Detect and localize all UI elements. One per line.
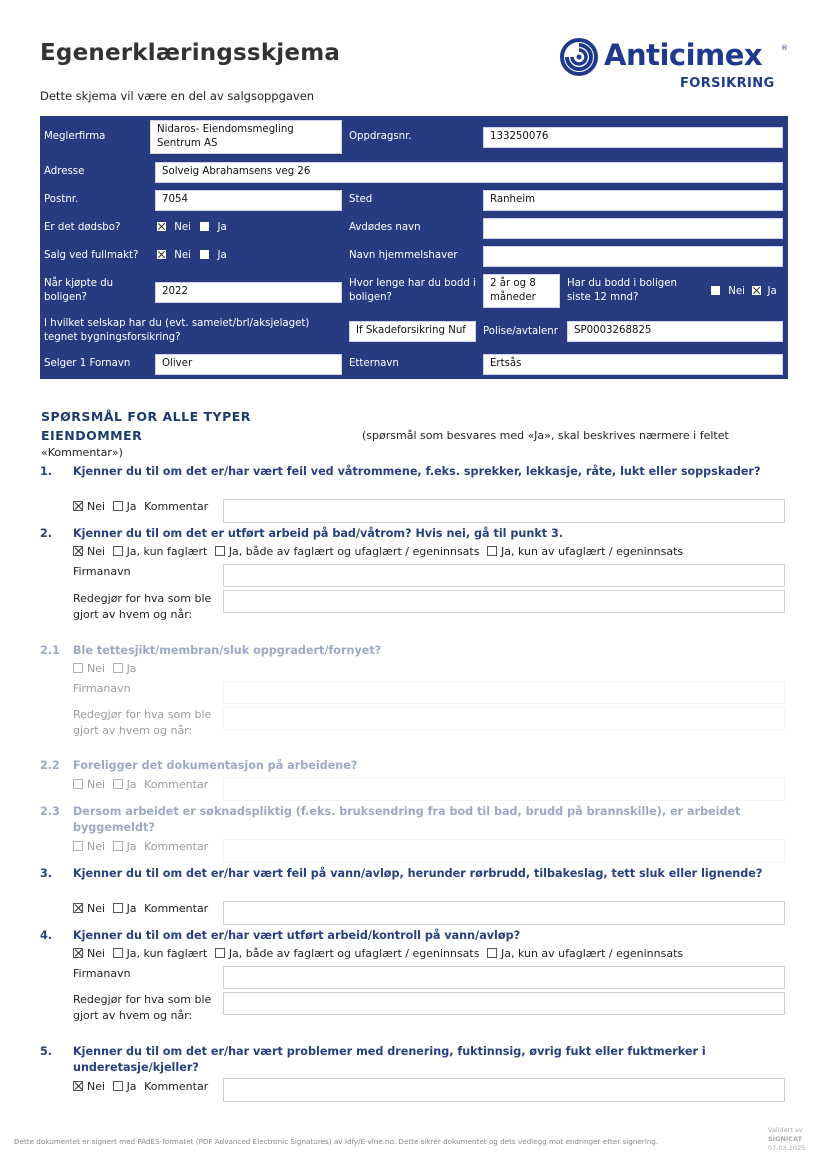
bodd-field[interactable]: 2 år og 8 måneder	[483, 274, 560, 308]
fullmakt-nei-checkbox[interactable]	[157, 250, 166, 259]
question-number: 2.3	[40, 805, 60, 818]
logo-registered: ®	[781, 44, 788, 52]
q2-1-ja-label: Ja	[126, 662, 137, 675]
q1-options	[73, 500, 208, 514]
q3-ja-checkbox[interactable]	[113, 903, 123, 913]
q2-2-nei-checkbox[interactable]	[73, 779, 83, 789]
q3-ja-label: Ja	[126, 902, 137, 915]
q1-nei-checkbox[interactable]	[73, 501, 83, 511]
etternavn-label: Etternavn	[349, 358, 399, 369]
q2-1-ja-checkbox[interactable]	[113, 663, 123, 673]
q2-nei-label: Nei	[87, 545, 106, 558]
adresse-label: Adresse	[44, 166, 85, 177]
meglerfirma-field[interactable]: Nidaros- Eiendomsmegling Sentrum AS	[150, 120, 342, 154]
oppdragsnr-field[interactable]: 133250076	[483, 127, 783, 148]
q2-3-nei-label: Nei	[87, 840, 106, 853]
q4-redegjor-label: Redegjør for hva som ble gjort av hvem og når:	[73, 993, 212, 1022]
polise-field[interactable]: SP0003268825	[567, 321, 783, 342]
q4-ja-begge-label: Ja, både av faglært og ufaglært / egeninnsats	[228, 947, 480, 960]
q5-nei-checkbox[interactable]	[73, 1081, 83, 1091]
question-text: Dersom arbeidet er søknadspliktig (f.eks. bruksendring fra bod til bad, brudd på brannskille), er arbeidet byggemeldt?	[73, 805, 741, 834]
bodd12-nei-label: Nei	[728, 286, 745, 297]
fullmakt-ja-label: Ja	[217, 250, 227, 261]
dodsbo-nei-label: Nei	[174, 222, 191, 233]
selskap-field[interactable]: If Skadeforsikring Nuf	[349, 321, 476, 342]
q4-firmanavn-label: Firmanavn	[73, 967, 131, 980]
question-text: Kjenner du til om det er/har vært feil ved våtrommene, f.eks. sprekker, lekkasje, råte, lukt eller soppskader?	[73, 465, 761, 478]
question-2	[40, 526, 790, 544]
q4-nei-checkbox[interactable]	[73, 948, 83, 958]
q2-3-kommentar-label: Kommentar	[144, 840, 209, 853]
q2-3-options	[73, 840, 208, 854]
question-number: 2.	[40, 527, 53, 540]
validation-line2: SIGNICAT	[768, 1135, 803, 1143]
q4-ja-faglaert-label: Ja, kun faglært	[126, 947, 208, 960]
q2-3-nei-checkbox[interactable]	[73, 841, 83, 851]
question-3	[40, 866, 790, 900]
logo-wordmark: Anticimex	[604, 38, 763, 72]
q2-ja-ufaglaert-checkbox[interactable]	[487, 546, 497, 556]
q2-redegjor-label: Redegjør for hva som ble gjort av hvem og når:	[73, 592, 212, 621]
question-text: Kjenner du til om det er/har vært feil på vann/avløp, herunder rørbrudd, tilbakeslag, tett sluk eller lignende?	[73, 867, 763, 880]
etternavn-field[interactable]: Ertsås	[483, 354, 783, 375]
question-1	[40, 464, 790, 498]
q2-ja-ufaglaert-label: Ja, kun av ufaglært / egeninnsats	[500, 545, 684, 558]
q2-ja-faglaert-checkbox[interactable]	[113, 546, 123, 556]
selger-fornavn-field[interactable]: Oliver	[155, 354, 342, 375]
bodd12-ja-checkbox[interactable]	[752, 286, 761, 295]
q2-2-kommentar-label: Kommentar	[144, 778, 209, 791]
q2-2-kommentar-field[interactable]	[223, 777, 785, 801]
question-2-3	[40, 804, 790, 838]
selger-fornavn-label: Selger 1 Fornavn	[44, 358, 131, 369]
fullmakt-options	[157, 249, 227, 263]
q4-ja-begge-checkbox[interactable]	[215, 948, 225, 958]
q2-1-firmanavn-label: Firmanavn	[73, 682, 131, 695]
q1-ja-checkbox[interactable]	[113, 501, 123, 511]
bodd12-ja-label: Ja	[767, 286, 777, 297]
question-4	[40, 928, 790, 946]
q4-options	[73, 947, 683, 961]
meglerfirma-label: Meglerfirma	[44, 131, 106, 142]
q3-options	[73, 902, 208, 916]
q2-firmanavn-label: Firmanavn	[73, 565, 131, 578]
q2-1-firmanavn-field[interactable]	[223, 681, 785, 704]
question-number: 4.	[40, 929, 53, 942]
q5-nei-label: Nei	[87, 1080, 106, 1093]
validation-stamp	[768, 1126, 805, 1153]
fullmakt-nei-label: Nei	[174, 250, 191, 261]
q3-nei-checkbox[interactable]	[73, 903, 83, 913]
q4-nei-label: Nei	[87, 947, 106, 960]
fullmakt-ja-checkbox[interactable]	[200, 250, 209, 259]
q2-redegjor-field[interactable]	[223, 590, 785, 613]
q2-1-redegjor-label: Redegjør for hva som ble gjort av hvem og når:	[73, 708, 212, 737]
q1-ja-label: Ja	[126, 500, 137, 513]
anticimex-logo	[556, 38, 796, 98]
footer-signature-note: Dette dokumentet er signert med PAdES-formatet (PDF Advanced Electronic Signatures) av Idfy/E-vlne.no. Dette sikrer dokumentet og dets vedlegg mot endringer etter signering.	[14, 1137, 659, 1146]
postnr-field[interactable]: 7054	[155, 190, 342, 211]
question-number: 2.2	[40, 759, 60, 772]
hjemmel-label: Navn hjemmelshaver	[349, 250, 458, 261]
q2-3-ja-label: Ja	[126, 840, 137, 853]
fullmakt-label: Salg ved fullmakt?	[44, 250, 139, 261]
q2-nei-checkbox[interactable]	[73, 546, 83, 556]
section-note-cont: «Kommentar»)	[41, 446, 123, 459]
section-heading-line2: EIENDOMMER	[41, 428, 143, 443]
kjopte-label: Når kjøpte du boligen?	[44, 278, 114, 303]
q4-ja-faglaert-checkbox[interactable]	[113, 948, 123, 958]
q2-ja-begge-label: Ja, både av faglært og ufaglært / egeninnsats	[228, 545, 480, 558]
q5-ja-checkbox[interactable]	[113, 1081, 123, 1091]
q2-2-ja-checkbox[interactable]	[113, 779, 123, 789]
anticimex-swirl-icon	[558, 38, 600, 76]
question-text: Foreligger det dokumentasjon på arbeidene?	[73, 759, 358, 772]
dodsbo-label: Er det dødsbo?	[44, 222, 121, 233]
q2-1-nei-checkbox[interactable]	[73, 663, 83, 673]
dodsbo-nei-checkbox[interactable]	[157, 222, 166, 231]
kjopte-field[interactable]: 2022	[155, 282, 342, 303]
q5-options	[73, 1080, 208, 1094]
dodsbo-ja-checkbox[interactable]	[200, 222, 209, 231]
page-subtitle: Dette skjema vil være en del av salgsoppgaven	[40, 89, 315, 103]
bodd12-nei-checkbox[interactable]	[711, 286, 720, 295]
question-text: Kjenner du til om det er/har vært utført arbeid/kontroll på vann/avløp?	[73, 929, 521, 942]
oppdragsnr-label: Oppdragsnr.	[349, 131, 412, 142]
polise-label: Polise/avtalenr	[483, 326, 558, 337]
q2-1-options	[73, 662, 137, 676]
q2-3-ja-checkbox[interactable]	[113, 841, 123, 851]
sted-field[interactable]: Ranheim	[483, 190, 783, 211]
q2-1-redegjor-field[interactable]	[223, 707, 785, 730]
q5-kommentar-label: Kommentar	[144, 1080, 209, 1093]
q4-firmanavn-field[interactable]	[223, 966, 785, 989]
q4-ja-ufaglaert-label: Ja, kun av ufaglært / egeninnsats	[500, 947, 684, 960]
question-5	[40, 1044, 790, 1078]
bodd12-label: Har du bodd i boligen siste 12 mnd?	[567, 278, 677, 303]
q2-ja-begge-checkbox[interactable]	[215, 546, 225, 556]
hjemmel-field[interactable]	[483, 246, 783, 267]
q5-kommentar-field[interactable]	[223, 1078, 785, 1102]
validation-line1: Validert av	[768, 1126, 803, 1134]
q4-redegjor-field[interactable]	[223, 992, 785, 1015]
dodsbo-ja-label: Ja	[217, 222, 227, 233]
q3-nei-label: Nei	[87, 902, 106, 915]
avdodes-label: Avdødes navn	[349, 222, 421, 233]
question-number: 5.	[40, 1045, 53, 1058]
q2-2-options	[73, 778, 208, 792]
q2-1-nei-label: Nei	[87, 662, 106, 675]
property-info-panel	[40, 116, 788, 379]
q1-kommentar-label: Kommentar	[144, 500, 209, 513]
avdodes-field[interactable]	[483, 218, 783, 239]
validation-line3: 07.03.2025	[768, 1144, 806, 1152]
q2-ja-faglaert-label: Ja, kun faglært	[126, 545, 208, 558]
q3-kommentar-label: Kommentar	[144, 902, 209, 915]
q5-ja-label: Ja	[126, 1080, 137, 1093]
q3-kommentar-field[interactable]	[223, 901, 785, 925]
logo-subtitle: FORSIKRING	[680, 76, 775, 91]
question-2-1	[40, 643, 790, 661]
postnr-label: Postnr.	[44, 194, 79, 205]
bodd12-options	[711, 285, 777, 299]
bodd-label: Hvor lenge har du bodd i boligen?	[349, 278, 476, 303]
section-note: (spørsmål som besvares med «Ja», skal beskrives nærmere i feltet	[362, 429, 729, 442]
q1-nei-label: Nei	[87, 500, 106, 513]
q2-3-kommentar-field[interactable]	[223, 839, 785, 863]
question-text: Kjenner du til om det er utført arbeid på bad/våtrom? Hvis nei, gå til punkt 3.	[73, 527, 564, 540]
question-2-2	[40, 758, 790, 776]
page-title: Egenerklæringsskjema	[40, 40, 341, 66]
question-number: 2.1	[40, 644, 60, 657]
sted-label: Sted	[349, 194, 373, 205]
q2-firmanavn-field[interactable]	[223, 564, 785, 587]
section-heading-line1: SPØRSMÅL FOR ALLE TYPER	[41, 409, 251, 424]
q2-2-ja-label: Ja	[126, 778, 137, 791]
adresse-field[interactable]: Solveig Abrahamsens veg 26	[155, 162, 783, 183]
dodsbo-options	[157, 221, 227, 235]
question-number: 1.	[40, 465, 53, 478]
question-text: Ble tettesjikt/membran/sluk oppgradert/fornyet?	[73, 644, 382, 657]
q2-2-nei-label: Nei	[87, 778, 106, 791]
selskap-label: I hvilket selskap har du (evt. sameiet/brl/aksjelaget) tegnet bygningsforsikring?	[44, 318, 310, 343]
q2-options	[73, 545, 683, 559]
question-number: 3.	[40, 867, 53, 880]
question-text: Kjenner du til om det er/har vært problemer med drenering, fuktinnsig, øvrig fukt eller fuktmerker i underetasje/kjeller?	[73, 1045, 706, 1074]
q1-kommentar-field[interactable]	[223, 499, 785, 523]
q4-ja-ufaglaert-checkbox[interactable]	[487, 948, 497, 958]
